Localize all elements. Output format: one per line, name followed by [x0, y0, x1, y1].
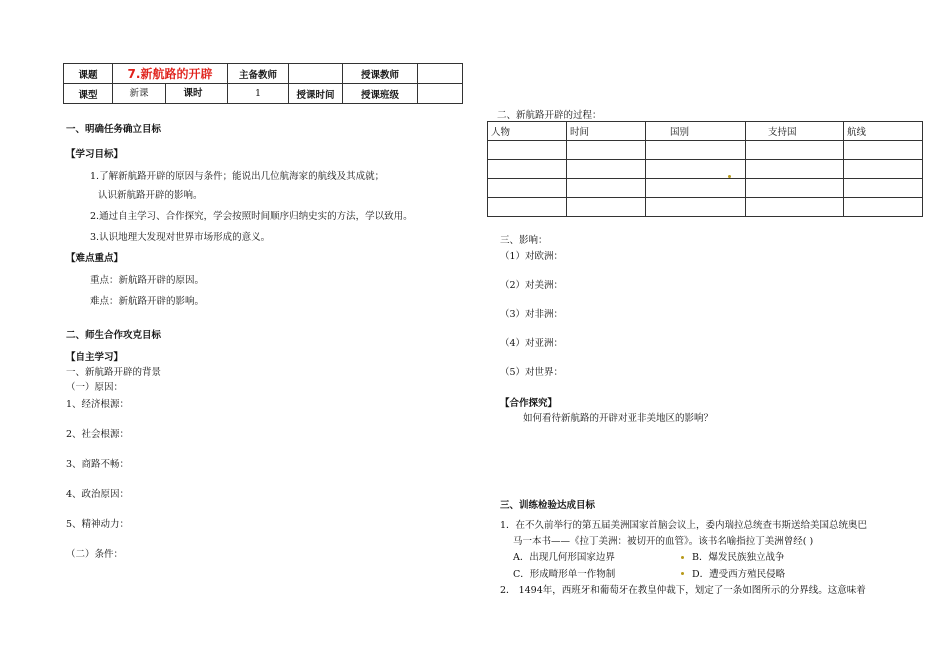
conditions-heading: （二）条件：	[66, 549, 124, 560]
table-row	[488, 160, 923, 179]
option-b: B．爆发民族独立战争	[692, 552, 785, 563]
goals-title: 【学习目标】	[66, 149, 124, 160]
type-value: 新课	[113, 84, 166, 103]
cause-heading: （一）原因：	[66, 382, 124, 393]
lecturer-value	[418, 64, 463, 84]
impact-europe: （1）对欧洲：	[500, 251, 564, 262]
table-row	[488, 198, 923, 217]
hours-value: 1	[228, 84, 289, 104]
question-2: 2． 1494年，西班牙和葡萄牙在教皇仲裁下，划定了一条如图所示的分界线。这意味着	[500, 585, 866, 596]
col-header-person: 人物	[488, 122, 567, 141]
goal-2: 2.通过自主学习、合作探究，学会按照时间顺序归纳史实的方法，学以致用。	[90, 211, 413, 222]
col-header-time: 时间	[567, 122, 646, 141]
class-value	[418, 84, 463, 104]
col-header-sponsor: 支持国	[746, 122, 844, 141]
key-point: 重点：新航路开辟的原因。	[90, 275, 205, 286]
stray-mark	[728, 175, 731, 178]
key-points-title: 【难点重点】	[66, 253, 124, 264]
time-label: 授课时间	[289, 84, 343, 104]
cooperation-title: 【合作探究】	[500, 398, 558, 409]
impact-title: 三、影响：	[500, 235, 548, 246]
impact-world: （5）对世界：	[500, 367, 564, 378]
option-c: C．形成畸形单一作物制	[513, 569, 616, 580]
goal-3: 3.认识地理大发现对世界市场形成的意义。	[90, 232, 271, 243]
chief-teacher-value	[289, 64, 343, 84]
col-header-route: 航线	[844, 122, 923, 141]
background-heading: 一、新航路开辟的背景	[66, 367, 162, 378]
table-row	[488, 122, 923, 141]
cause-economic: 1、经济根源：	[66, 399, 130, 410]
lesson-title: 7.新航路的开辟	[113, 64, 228, 84]
cause-social: 2、社会根源：	[66, 429, 130, 440]
difficulty-point: 难点：新航路开辟的影响。	[90, 296, 205, 307]
hours-label: 课时	[183, 88, 203, 99]
cause-political: 4、政治原因：	[66, 489, 130, 500]
voyage-table	[487, 121, 923, 217]
lesson-header-table	[63, 63, 463, 104]
impact-americas: （2）对美洲：	[500, 280, 564, 291]
stray-mark	[681, 572, 684, 575]
col-header-country: 国别	[646, 122, 746, 141]
impact-africa: （3）对非洲：	[500, 309, 564, 320]
cause-spiritual: 5、精神动力：	[66, 519, 130, 530]
cooperation-question: 如何看待新航路的开辟对亚非美地区的影响？	[523, 413, 714, 424]
lecturer-label: 授课教师	[343, 64, 418, 84]
section3-title: 三、训练检验达成目标	[500, 500, 596, 511]
table-row	[488, 179, 923, 198]
type-label: 课型	[64, 84, 113, 104]
goal-1: 1.了解新航路开辟的原因与条件；能说出几位航海家的航线及其成就；	[90, 171, 385, 182]
stray-mark	[681, 556, 684, 559]
table-row	[64, 64, 463, 84]
process-title: 二、新航路开辟的过程：	[497, 110, 602, 121]
topic-label: 课题	[64, 64, 113, 84]
table-row	[64, 84, 463, 104]
question-1-line2: 马一本书——《拉丁美洲：被切开的血管》。该书名喻指拉丁美洲曾经( )	[513, 536, 814, 547]
table-row	[488, 141, 923, 160]
type-hours-cell	[113, 84, 228, 104]
question-1-line1: 1．在不久前举行的第五届美洲国家首脑会议上，委内瑞拉总统查韦斯送给美国总统奥巴	[500, 520, 868, 531]
self-study-title: 【自主学习】	[66, 352, 124, 363]
option-a: A．出现几何形国家边界	[513, 552, 615, 563]
impact-asia: （4）对亚洲：	[500, 338, 564, 349]
goal-1-continued: 认识新航路开辟的影响。	[98, 190, 203, 201]
cause-trade-route: 3、商路不畅：	[66, 459, 130, 470]
option-d: D．遭受西方殖民侵略	[692, 569, 786, 580]
class-label: 授课班级	[343, 84, 418, 104]
section2-title: 二、师生合作攻克目标	[66, 330, 162, 341]
section1-title: 一、明确任务确立目标	[66, 124, 162, 135]
chief-teacher-label: 主备教师	[228, 64, 289, 84]
